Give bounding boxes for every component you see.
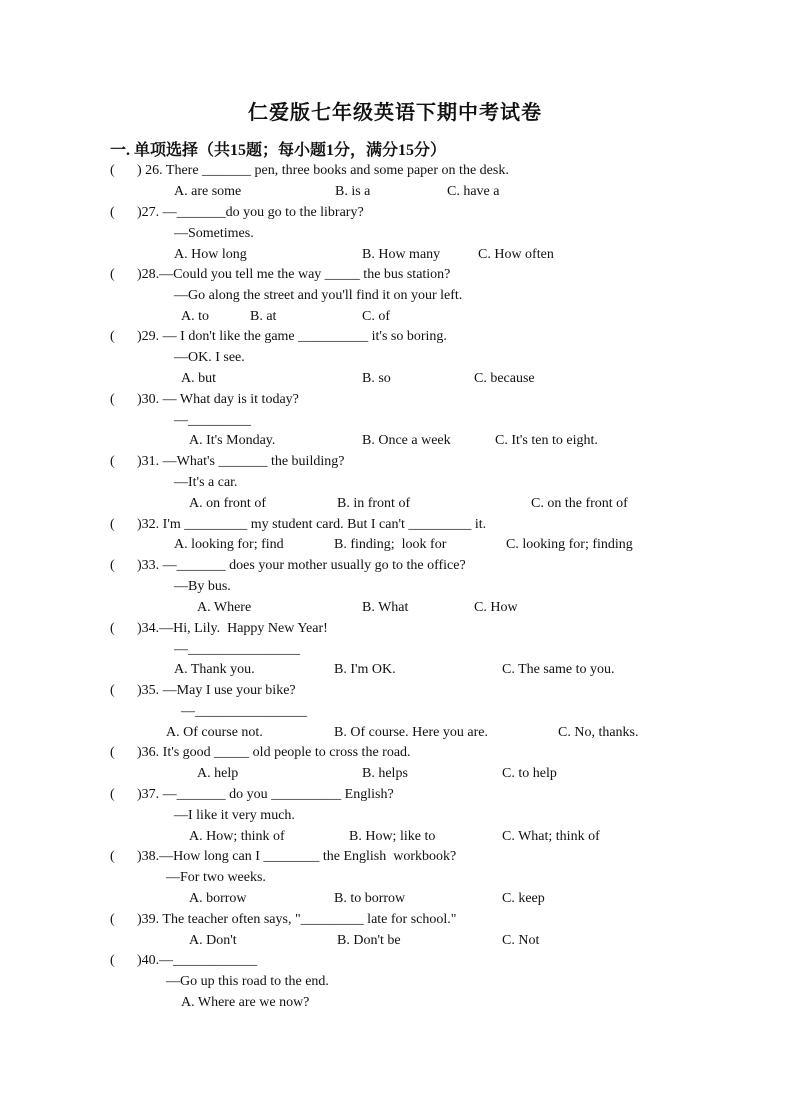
option-line: A. Of course not. <box>166 725 263 740</box>
question-line: )35. —May I use your bike? <box>137 683 296 698</box>
option-line: C. because <box>474 371 535 386</box>
option-line: C. No, thanks. <box>558 725 639 740</box>
page-title: 仁爱版七年级英语下期中考试卷 <box>248 102 542 124</box>
option-line: C. looking for; finding <box>506 537 633 552</box>
option-line: A. are some <box>174 184 242 199</box>
option-line: C. keep <box>502 891 545 906</box>
answer-paren: ( <box>110 454 115 469</box>
option-line: C. How <box>474 600 518 615</box>
question-line: )27. —_______do you go to the library? <box>137 205 364 220</box>
answer-paren: ( <box>110 205 115 220</box>
option-line: —It's a car. <box>174 475 238 490</box>
answer-paren: ( <box>110 392 115 407</box>
option-line: B. so <box>362 371 391 386</box>
option-line: —Go up this road to the end. <box>166 974 329 989</box>
question-line: )38.—How long can I ________ the English workbook? <box>137 849 457 864</box>
answer-paren: ( <box>110 683 115 698</box>
option-line: B. helps <box>362 766 408 781</box>
option-line: B. to borrow <box>334 891 406 906</box>
question-line: )29. — I don't like the game __________ it's so boring. <box>137 329 447 344</box>
option-line: A. to <box>181 309 209 324</box>
option-line: —For two weeks. <box>166 870 266 885</box>
option-line: C. Not <box>502 933 540 948</box>
option-line: A. Thank you. <box>174 662 255 677</box>
option-line: —_________ <box>174 413 251 428</box>
option-line: —________________ <box>174 642 300 657</box>
option-line: A. on front of <box>189 496 266 511</box>
option-line: A. borrow <box>189 891 247 906</box>
option-line: —Go along the street and you'll find it on your left. <box>174 288 463 303</box>
option-line: —OK. I see. <box>174 350 245 365</box>
question-line: )40.—____________ <box>137 953 258 968</box>
option-line: —Sometimes. <box>174 226 254 241</box>
option-line: C. How often <box>478 247 554 262</box>
question-line: )34.—Hi, Lily. Happy New Year! <box>137 621 328 636</box>
question-line: )37. —_______ do you __________ English? <box>137 787 394 802</box>
answer-paren: ( <box>110 267 115 282</box>
answer-paren: ( <box>110 329 115 344</box>
option-line: —________________ <box>181 704 307 719</box>
answer-paren: ( <box>110 745 115 760</box>
option-line: C. What; think of <box>502 829 600 844</box>
option-line: A. Where are we now? <box>181 995 310 1010</box>
option-line: A. but <box>181 371 216 386</box>
question-line: )30. — What day is it today? <box>137 392 299 407</box>
option-line: C. The same to you. <box>502 662 615 677</box>
option-line: A. help <box>197 766 239 781</box>
option-line: C. have a <box>447 184 500 199</box>
option-line: A. Where <box>197 600 252 615</box>
option-line: B. Of course. Here you are. <box>334 725 488 740</box>
option-line: B. at <box>250 309 277 324</box>
option-line: A. Don't <box>189 933 237 948</box>
answer-paren: ( <box>110 517 115 532</box>
answer-paren: ( <box>110 163 115 178</box>
option-line: B. Once a week <box>362 433 451 448</box>
question-line: ) 26. There _______ pen, three books and some paper on the desk. <box>137 163 509 178</box>
option-line: B. is a <box>335 184 371 199</box>
option-line: B. in front of <box>337 496 411 511</box>
option-line: B. How; like to <box>349 829 436 844</box>
option-line: C. of <box>362 309 390 324</box>
option-line: A. It's Monday. <box>189 433 276 448</box>
answer-paren: ( <box>110 953 115 968</box>
option-line: C. It's ten to eight. <box>495 433 598 448</box>
option-line: C. to help <box>502 766 557 781</box>
question-line: )33. —_______ does your mother usually go to the office? <box>137 558 466 573</box>
question-line: )31. —What's _______ the building? <box>137 454 345 469</box>
question-line: )36. It's good _____ old people to cross the road. <box>137 745 411 760</box>
section-heading: 一. 单项选择（共15题；每小题1分，满分15分） <box>110 142 447 159</box>
answer-paren: ( <box>110 787 115 802</box>
option-line: A. How long <box>174 247 247 262</box>
option-line: A. looking for; find <box>174 537 284 552</box>
option-line: —By bus. <box>174 579 231 594</box>
option-line: B. I'm OK. <box>334 662 396 677</box>
answer-paren: ( <box>110 849 115 864</box>
option-line: —I like it very much. <box>174 808 295 823</box>
option-line: B. finding; look for <box>334 537 447 552</box>
option-line: B. Don't be <box>337 933 401 948</box>
option-line: B. What <box>362 600 409 615</box>
answer-paren: ( <box>110 558 115 573</box>
option-line: C. on the front of <box>531 496 628 511</box>
question-line: )39. The teacher often says, "_________ late for school." <box>137 912 457 927</box>
question-line: )32. I'm _________ my student card. But I can't _________ it. <box>137 517 487 532</box>
option-line: B. How many <box>362 247 441 262</box>
answer-paren: ( <box>110 621 115 636</box>
question-line: )28.—Could you tell me the way _____ the bus station? <box>137 267 451 282</box>
option-line: A. How; think of <box>189 829 285 844</box>
answer-paren: ( <box>110 912 115 927</box>
